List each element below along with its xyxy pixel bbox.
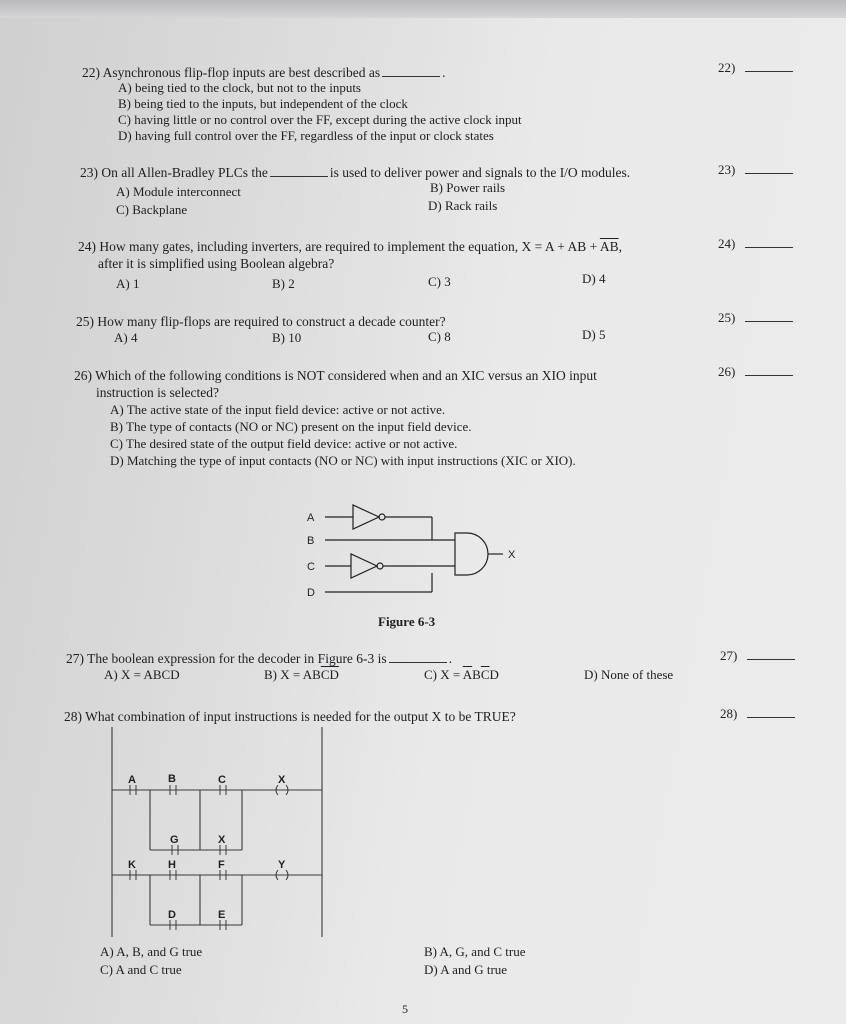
contact-g: G: [170, 834, 179, 846]
option-a: A) X = ABCD: [104, 667, 180, 682]
answer-blank[interactable]: [389, 650, 447, 663]
question-22: 22) Asynchronous flip-flop inputs are best described as .: [82, 65, 446, 80]
answer-slot-26[interactable]: 26): [718, 364, 793, 380]
contact-x: X: [218, 834, 226, 846]
answer-slot-27[interactable]: 27): [720, 648, 795, 664]
question-stem: Asynchronous flip-flop inputs are best described as: [102, 65, 381, 80]
answer-blank[interactable]: [270, 164, 328, 177]
contact-k: K: [128, 859, 136, 871]
option-d: D) A and G true: [424, 962, 508, 977]
option-c: C) The desired state of the output field device: active or not active.: [110, 436, 458, 451]
answer-slot-25[interactable]: 25): [718, 310, 793, 326]
and-gate: [455, 533, 488, 575]
inverter-a: [353, 505, 379, 529]
option-b: B) 10: [272, 330, 302, 345]
option-a: A) The active state of the input field device: active or not active.: [110, 402, 446, 417]
option-d: D) Rack rails: [428, 198, 498, 213]
input-label-d: D: [307, 587, 315, 599]
ladder-diagram: [90, 725, 330, 945]
contact-f: F: [218, 859, 225, 871]
coil-y: Y: [278, 859, 286, 871]
option-b: B) being tied to the inputs, but independent of the clock: [118, 96, 408, 111]
contact-h: H: [168, 859, 176, 871]
question-28: 28) What combination of input instructions is needed for the output X to be TRUE?: [64, 709, 516, 724]
option-c: C) 3: [428, 274, 451, 289]
answer-slot-24[interactable]: 24): [718, 236, 793, 252]
option-c: C) having little or no control over the FF, except during the active clock input: [118, 112, 522, 127]
answer-slot-23[interactable]: 23): [718, 162, 793, 178]
option-a: A) 1: [116, 276, 140, 291]
figure-caption: Figure 6-3: [378, 614, 436, 629]
question-24: 24) How many gates, including inverters, are required to implement the equation, X = A + AB + $\overline{AB}$, after it is simplified using Boolean algebra?: [78, 239, 623, 271]
option-d: D) Matching the type of input contacts (NO or NC) with input instructions (XIC or XIO).: [110, 453, 576, 468]
option-b: B) Power rails: [430, 180, 506, 195]
option-c: C) $X = \overline{A}B\overline{C}D$: [424, 667, 499, 682]
input-label-a: A: [307, 512, 315, 524]
option-d: D) None of these: [584, 667, 674, 682]
question-number: 22): [82, 65, 100, 80]
option-a: A) A, B, and G true: [100, 944, 203, 959]
input-label-b: B: [307, 535, 315, 547]
option-c: C) Backplane: [116, 202, 188, 217]
answer-slot-28[interactable]: 28): [720, 706, 795, 722]
option-d: D) 5: [582, 327, 606, 342]
contact-e: E: [218, 909, 226, 921]
option-b: B) 2: [272, 276, 295, 291]
option-d: D) 4: [582, 271, 606, 286]
option-a: A) Module interconnect: [116, 184, 241, 199]
option-b: B) The type of contacts (NO or NC) present on the input field device.: [110, 419, 472, 434]
question-25: 25) How many flip-flops are required to construct a decade counter?: [76, 314, 446, 329]
inverter-c: [351, 554, 377, 578]
decoder-figure: [295, 495, 535, 605]
contact-c: C: [218, 774, 226, 786]
contact-d: D: [168, 909, 176, 921]
option-b: B) A, G, and C true: [424, 944, 526, 959]
answer-blank[interactable]: [382, 64, 440, 77]
contact-a: A: [128, 774, 136, 786]
page-number: 5: [402, 1002, 408, 1016]
output-label-x: X: [508, 549, 516, 561]
option-a: A) 4: [114, 330, 138, 345]
option-d: D) having full control over the FF, regardless of the input or clock states: [118, 128, 494, 143]
question-26: 26) Which of the following conditions is NOT considered when and an XIC versus an XIO input instruction is selected?: [74, 368, 597, 400]
option-c: C) A and C true: [100, 962, 182, 977]
contact-b: B: [168, 773, 176, 785]
question-27: 27) The boolean expression for the decoder in Figure 6-3 is .: [66, 651, 453, 666]
question-23: 23) On all Allen-Bradley PLCs the is used to deliver power and signals to the I/O modules.: [80, 165, 631, 180]
option-a: A) being tied to the clock, but not to the inputs: [118, 80, 361, 95]
coil-x: X: [278, 774, 286, 786]
option-c: C) 8: [428, 329, 451, 344]
page-top-edge: [0, 0, 846, 18]
option-b: B) $X = AB\overline{CD}$: [264, 667, 339, 682]
answer-slot-22[interactable]: 22): [718, 60, 793, 76]
input-label-c: C: [307, 561, 315, 573]
